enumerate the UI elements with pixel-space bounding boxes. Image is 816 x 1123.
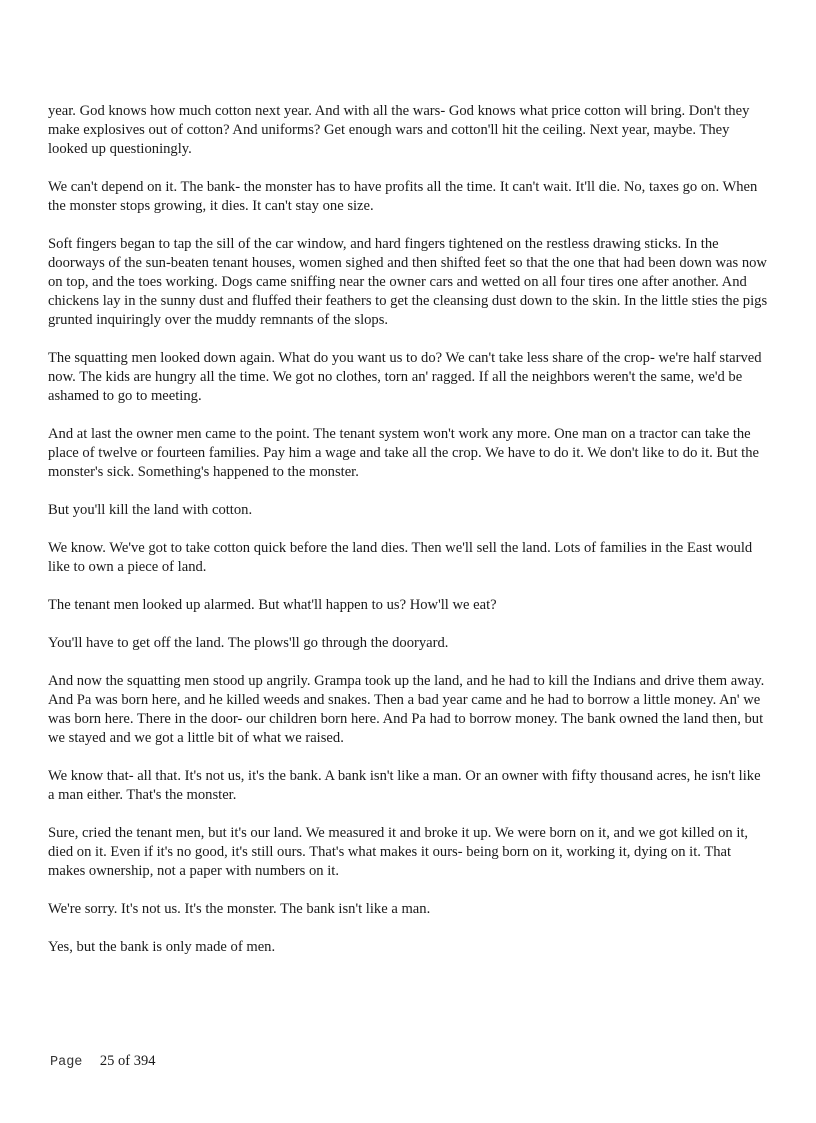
page-footer — [50, 1053, 156, 1070]
paragraph-10: And now the squatting men stood up angrily. Grampa took up the land, and he had to kill the Indians and drive them away. And Pa was born here, and he killed weeds and snakes. Then a bad year came and he had to borrow a little money. An' we was born here. There in the door- our children born here. And Pa had to borrow money. The bank owned the land then, but we stayed and we got a little bit of what we raised. — [48, 673, 765, 746]
paragraph-14: Yes, but the bank is only made of men. — [48, 939, 276, 955]
paragraph-1: year. God knows how much cotton next year. And with all the wars- God knows what price cotton will bring. Don't they make explosives out of cotton? And uniforms? Get enough wars and cotton'll hit the ceiling. Next year, maybe. They looked up questioningly. — [48, 103, 750, 157]
paragraph-6: But you'll kill the land with cotton. — [48, 502, 253, 518]
paragraph-9: You'll have to get off the land. The plows'll go through the dooryard. — [48, 635, 449, 651]
paragraph-13: We're sorry. It's not us. It's the monster. The bank isn't like a man. — [48, 901, 431, 917]
page-number: 25 of 394 — [99, 1053, 156, 1069]
page-label: Page — [50, 1055, 83, 1070]
paragraph-4: The squatting men looked down again. What do you want us to do? We can't take less share of the crop- we're half starved now. The kids are hungry all the time. We got no clothes, torn an' ragged. If all the neighbors weren't the same, we'd be ashamed to go to meeting. — [48, 350, 762, 404]
paragraph-8: The tenant men looked up alarmed. But what'll happen to us? How'll we eat? — [48, 597, 497, 613]
body-text — [48, 102, 770, 976]
paragraph-7: We know. We've got to take cotton quick before the land dies. Then we'll sell the land. Lots of families in the East would like to own a piece of land. — [48, 540, 753, 575]
paragraph-2: We can't depend on it. The bank- the monster has to have profits all the time. It can't wait. It'll die. No, taxes go on. When the monster stops growing, it dies. It can't stay one size. — [48, 179, 758, 214]
paragraph-11: We know that- all that. It's not us, it's the bank. A bank isn't like a man. Or an owner with fifty thousand acres, he isn't like a man either. That's the monster. — [48, 768, 761, 803]
paragraph-12: Sure, cried the tenant men, but it's our land. We measured it and broke it up. We were born on it, and we got killed on it, died on it. Even if it's no good, it's still ours. That's what makes it ours- being born on it, working it, dying on it. That makes ownership, not a paper with numbers on it. — [48, 825, 749, 879]
paragraph-3: Soft fingers began to tap the sill of the car window, and hard fingers tightened on the restless drawing sticks. In the doorways of the sun-beaten tenant houses, women sighed and then shifted feet so that the one that had been down was now on top, and the toes working. Dogs came sniffing near the owner cars and wetted on all four tires one after another. And chickens lay in the sunny dust and fluffed their feathers to get the cleansing dust down to the skin. In the little sties the pigs grunted inquiringly over the muddy remnants of the slops. — [48, 236, 768, 328]
paragraph-5: And at last the owner men came to the point. The tenant system won't work any more. One man on a tractor can take the place of twelve or fourteen families. Pay him a wage and take all the crop. We have to do it. We don't like to do it. But the monster's sick. Something's happened to the monster. — [48, 426, 759, 480]
